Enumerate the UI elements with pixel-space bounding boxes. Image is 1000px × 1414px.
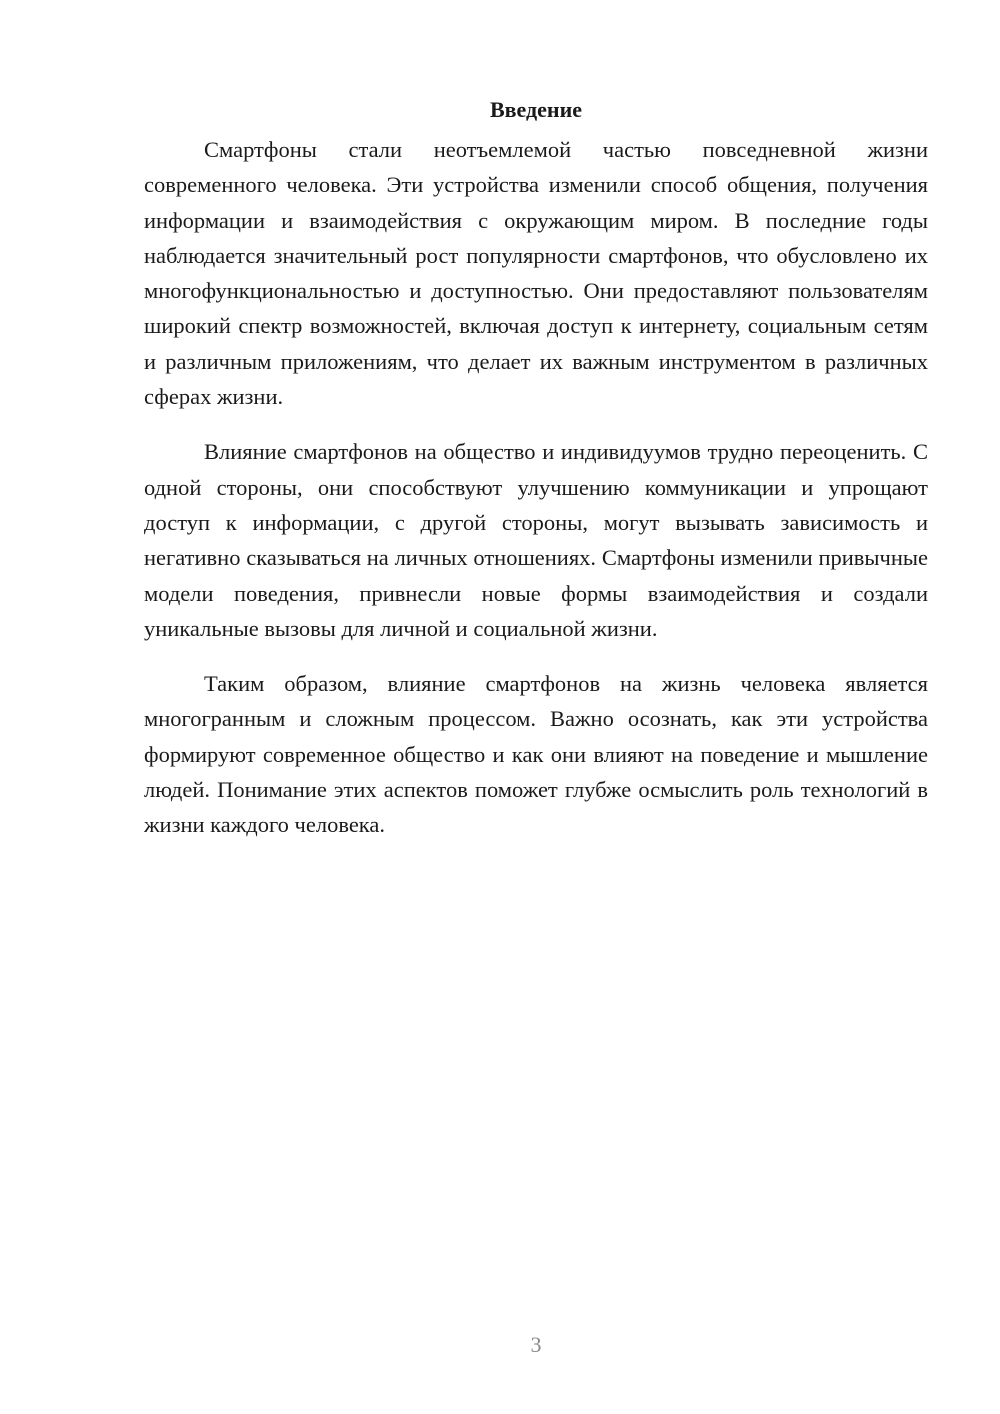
paragraph-conclusion: Таким образом, влияние смартфонов на жизнь человека является многогранным и сложным процессом. Важно осознать, как эти устройства формируют современное общество и как они влияют на поведение и мышление людей. Понимание этих аспектов поможет глубже осмыслить роль технологий в жизни каждого человека. <box>144 671 928 838</box>
section-title: Введение <box>489 97 583 122</box>
page-number: 3 <box>530 1332 542 1357</box>
page-content <box>144 92 928 863</box>
paragraph-influence: Влияние смартфонов на общество и индивидуумов трудно переоценить. С одной стороны, они способствуют улучшению коммуникации и упрощают доступ к информации, с другой стороны, могут вызывать зависимость и негативно сказываться на личных отношениях. Смартфоны изменили привычные модели поведения, привнесли новые формы взаимодействия и создали уникальные вызовы для личной и социальной жизни. <box>144 439 928 641</box>
paragraph-intro: Смартфоны стали неотъемлемой частью повседневной жизни современного человека. Эти устройства изменили способ общения, получения информации и взаимодействия с окружающим миром. В последние годы наблюдается значительный рост популярности смартфонов, что обусловлено их многофункциональностью и доступностью. Они предоставляют пользователям широкий спектр возможностей, включая доступ к интернету, социальным сетям и различным приложениям, что делает их важным инструментом в различных сферах жизни. <box>144 137 928 410</box>
